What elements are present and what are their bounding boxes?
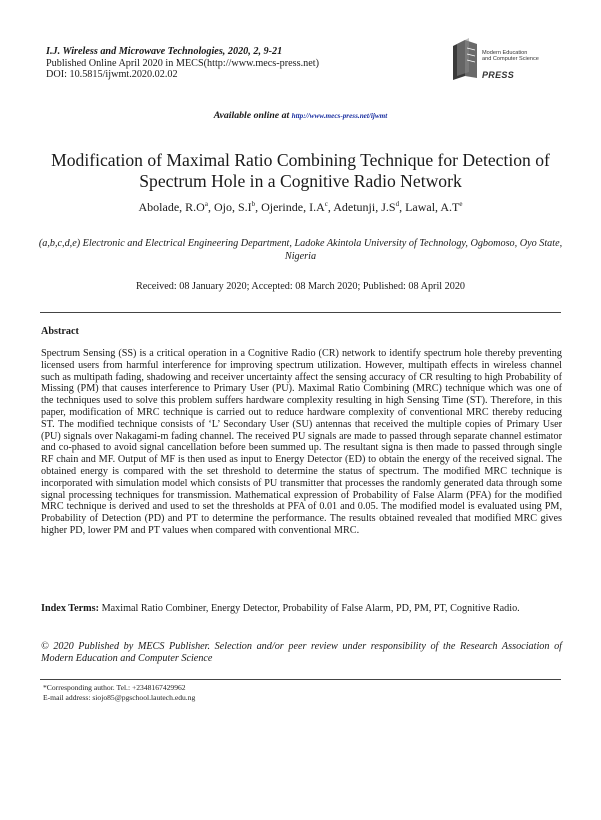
- copyright-notice: © 2020 Published by MECS Publisher. Selection and/or peer review under responsibility of the Research Association of Modern Education and Computer Science: [41, 641, 562, 664]
- author: Lawal, $A.T^e$: [405, 200, 463, 214]
- journal-issue: 2020, 2, 9-21: [225, 46, 283, 57]
- author: Adetunji, $J.S^d$,: [333, 200, 406, 214]
- corresponding-author: *Corresponding author. Tel.: +2348167429962: [43, 683, 186, 692]
- published-line: Published Online April 2020 in MECS(http://www.mecs-press.net): [46, 57, 319, 69]
- author: Abolade, $R.O^a$,: [138, 200, 214, 214]
- logo-press: PRESS: [482, 70, 515, 80]
- author: Ojerinde, $I.A^c$,: [261, 200, 334, 214]
- index-terms-text: Maximal Ratio Combiner, Energy Detector, Probability of False Alarm, PD, PM, PT, Cognitive Radio.: [101, 603, 520, 614]
- index-terms-label: Index Terms:: [41, 603, 102, 614]
- index-terms: [41, 603, 562, 615]
- available-label: Available online at: [213, 110, 292, 121]
- author: Ojo, $S.I^b$,: [213, 200, 262, 214]
- paper-title: Modification of Maximal Ratio Combining Technique for Detection of Spectrum Hole in a Cognitive Radio Network: [51, 150, 550, 191]
- affiliation: (a,b,c,d,e) Electronic and Electrical Engineering Department, Ladoke Akintola University of Technology, Ogbomoso, Oyo State, Nigeria: [38, 238, 563, 262]
- abstract-heading: Abstract: [41, 326, 79, 337]
- email-address: E-mail address: siojo85@pgschool.lautech.edu.ng: [43, 692, 196, 702]
- divider-top: [40, 312, 561, 313]
- available-online: [0, 110, 601, 121]
- publication-dates: Received: 08 January 2020; Accepted: 08 March 2020; Published: 08 April 2020: [135, 281, 466, 292]
- divider-footnote: [40, 679, 561, 680]
- logo-text: [482, 51, 539, 63]
- journal-url-link[interactable]: http://www.mecs-press.net/ijwmt: [291, 112, 388, 120]
- publisher-logo: [449, 36, 561, 84]
- footnote: [43, 683, 195, 702]
- logo-line2: and Computer Science: [482, 55, 539, 62]
- logo-line1: Modern Education: [482, 50, 528, 56]
- book-stack-icon: [449, 36, 483, 82]
- doi-line: DOI: 10.5815/ijwmt.2020.02.02: [46, 69, 178, 81]
- author-list: [0, 200, 601, 215]
- journal-header: [46, 46, 319, 81]
- abstract-body: Spectrum Sensing (SS) is a critical operation in a Cognitive Radio (CR) network to identify spectrum hole thereby preventing licensed users from harmful interference for improving spectrum utilization. However, multipath effects in wireless channel such as multipath fading, shadowing and receiver uncertainty affect the sensing accuracy of CR resulting to high Probability of Missing (PM) that causes interference to Primary User (PU). Maximal Ratio Combining (MRC) technique which was one of the techniques used to solve this problem suffers hardware complexity resulting in high Sensing Time (ST). Therefore, in this paper, modification of MRC technique is carried out to reduce hardware complexity of conventional MRC thereby reducing ST. The modified technique consists of ‘L’ Secondary User (SU) antennas that received the multiple copies of Primary User (PU) signals over Nakagami-m fading channel. The received PU signals are made to passed through separate channel estimator and co-phased to avoid signal cancellation before been summed up. The resultant signa is then made to passed through single RF chain and MF. Output of MF is then used as input to Energy Detector (ED) to obtain the energy of the received signal. The obtained energy is compared with the set threshold to determine the status of spectrum. The modified MRC technique is incorporated with simulation model which consists of PU transmitter that processes the randomly generated data through some signal processing techniques for transmission. Mathematical expression of Probability of False Alarm (PFA) for the modified MRC technique is derived and used to set the thresholds at PFA of 0.01 and 0.05. The modified model is evaluated using PM, Probability of Detection (PD) and PT to determine the performance. The results obtained revealed that modified MRC gives higher PD, lower PM and PT values when compared with conventional MRC.: [41, 348, 562, 536]
- journal-citation: [46, 46, 319, 58]
- journal-name: I.J. Wireless and Microwave Technologies,: [46, 46, 226, 57]
